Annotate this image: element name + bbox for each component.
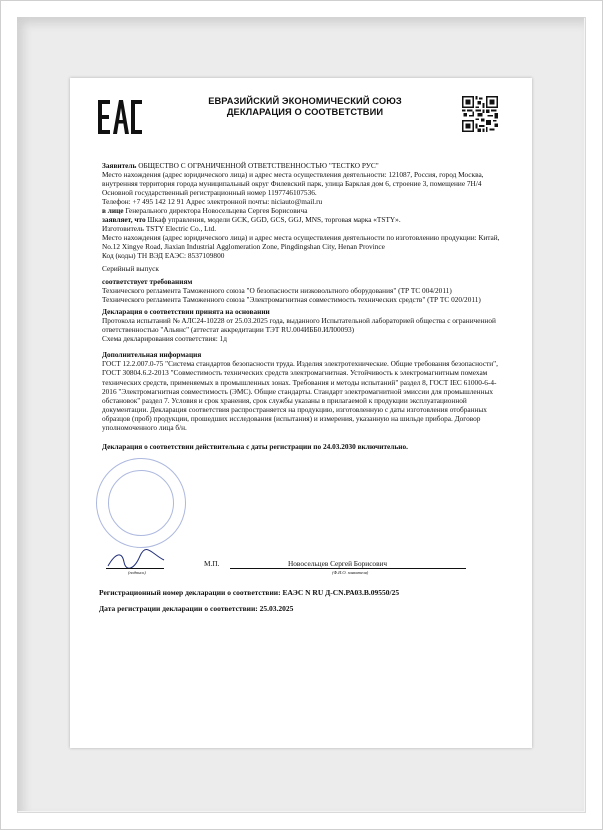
- registration-number: Регистрационный номер декларации о соответствии: ЕАЭС N RU Д-CN.РА03.В.09550/25: [99, 588, 400, 597]
- signer-name-caption: (Ф.И.О. заявителя): [332, 570, 369, 575]
- test-protocol: Протокола испытаний № АЛС24-10228 от 25.03.2025 года, выданного Испытательной лабораторией общества с ограниченной ответственностью "Альянс" (аттестат аккредитации ТЭТ RU.004ИББ0.ИЛ00093): [102, 316, 496, 335]
- applicant-ogrn: Основной государственный регистрационный номер 1197746107536.: [102, 188, 317, 198]
- representative-label: в лице: [102, 206, 124, 216]
- declaration-title: ДЕКЛАРАЦИЯ О СООТВЕТСТВИИ: [226, 107, 384, 117]
- signer-name: Новосельцев Сергей Борисович: [288, 559, 388, 568]
- declaration-document: [70, 78, 532, 748]
- tn-ved-code: Код (коды) ТН ВЭД ЕАЭС: 8537109800: [102, 251, 225, 261]
- manufacturer: Изготовитель TSTY Electric Co., Ltd.: [102, 224, 217, 234]
- union-title: ЕВРАЗИЙСКИЙ ЭКОНОМИЧЕСКИЙ СОЮЗ: [208, 96, 402, 106]
- additional-heading-text: Дополнительная информация: [102, 350, 202, 360]
- additional-info: ГОСТ 12.2.007.0-75 "Система стандартов безопасности труда. Изделия электротехнические. Общие требования безопасности", ГОСТ 30804.6.2-2013 "Совместимость технических средств электромагнитная. Устойчивость к электромагнитным помехам технических средств, применяемых в промышленных зонах. Требования и методы испытаний" раздел 8, ГОСТ IEC 61000-6-4-2016 "Электромагнитная совместимость (ЭМС). Общие стандарты. Стандарт электромагнитной эмиссии для промышленных обстановок" раздел 7. Условия и срок хранения, срок службы указаны в прилагаемой к продукции эксплуатационной документации. Декларация соответствия распространяется на продукцию, изготовленную с даты изготовления отобранных образцов (проб) продукции, прошедших исследования (испытания) и измерения, указанную на шильде прибора. Договор уполномоченного лица б/н.: [102, 359, 498, 432]
- series-type: Серийный выпуск: [102, 264, 159, 274]
- conforms-heading-text: соответствует требованиям: [102, 276, 193, 286]
- signature-line: [106, 568, 164, 569]
- qr-code-icon: [462, 96, 498, 132]
- regulation-1: Технического регламента Таможенного союза "О безопасности низковольтного оборудования" (ТР ТС 004/2011): [102, 285, 452, 295]
- basis-heading-text: Декларация о соответствии принята на основании: [102, 307, 270, 317]
- registration-date: Дата регистрации декларации о соответствии: 25.03.2025: [99, 604, 294, 613]
- representative-name: Генерального директора Новосельцева Сергея Борисовича: [123, 206, 308, 216]
- basis-heading: [102, 307, 510, 316]
- applicant-label: Заявитель: [102, 161, 137, 170]
- additional-heading: [102, 350, 510, 359]
- applicant-name: ОБЩЕСТВО С ОГРАНИЧЕННОЙ ОТВЕТСТВЕННОСТЬЮ "ТЕСТКО РУС": [136, 161, 379, 170]
- product-description: Шкаф управления, модели GCK, GGD, GCS, GGJ, MNS, торговая марка «TSTY».: [145, 215, 401, 225]
- manufacturer-address: Место нахождения (адрес юридического лица) и адрес места осуществления деятельности по изготовлению продукции: Китай, No.12 Xingye Road, Jiaxian Industrial Agglomeration Zone, Pingdingshan City, Henan Province: [102, 233, 500, 252]
- regulation-2: Технического регламента Таможенного союза "Электромагнитная совместимость технических средств" (ТР ТС 020/2011): [102, 294, 481, 304]
- signer-name-line: [230, 568, 466, 569]
- validity-text: Декларация о соответствии действительна с даты регистрации по 24.03.2030 включительно.: [102, 442, 408, 452]
- registration-block: [99, 588, 399, 613]
- applicant-representative: [102, 206, 510, 215]
- stamp-seal: [96, 458, 186, 548]
- seal-place: М.П.: [204, 559, 220, 568]
- document-header: [175, 96, 435, 118]
- signature-caption: (подпись): [128, 570, 146, 575]
- eac-logo: [98, 98, 142, 136]
- applicant-contacts: Телефон: +7 495 142 12 91 Адрес электронной почты: nicia​uto@mail.ru: [102, 197, 323, 207]
- declaration-scheme: Схема декларирования соответствия: 1д: [102, 334, 227, 344]
- validity-statement: [102, 442, 510, 451]
- declaration-body: [102, 161, 510, 451]
- declares-label: заявляет, что: [102, 215, 146, 225]
- declares-line: [102, 215, 510, 224]
- applicant-address: Место нахождения (адрес юридического лица) и адрес места осуществления деятельности: 121087, Россия, город Москва, внутренняя территория города муниципальный округ Филевский парк, улица Барклая дом 6, строение 3, помещение 7Н/4: [102, 170, 484, 189]
- conforms-heading: [102, 277, 510, 286]
- applicant-line: [102, 161, 510, 170]
